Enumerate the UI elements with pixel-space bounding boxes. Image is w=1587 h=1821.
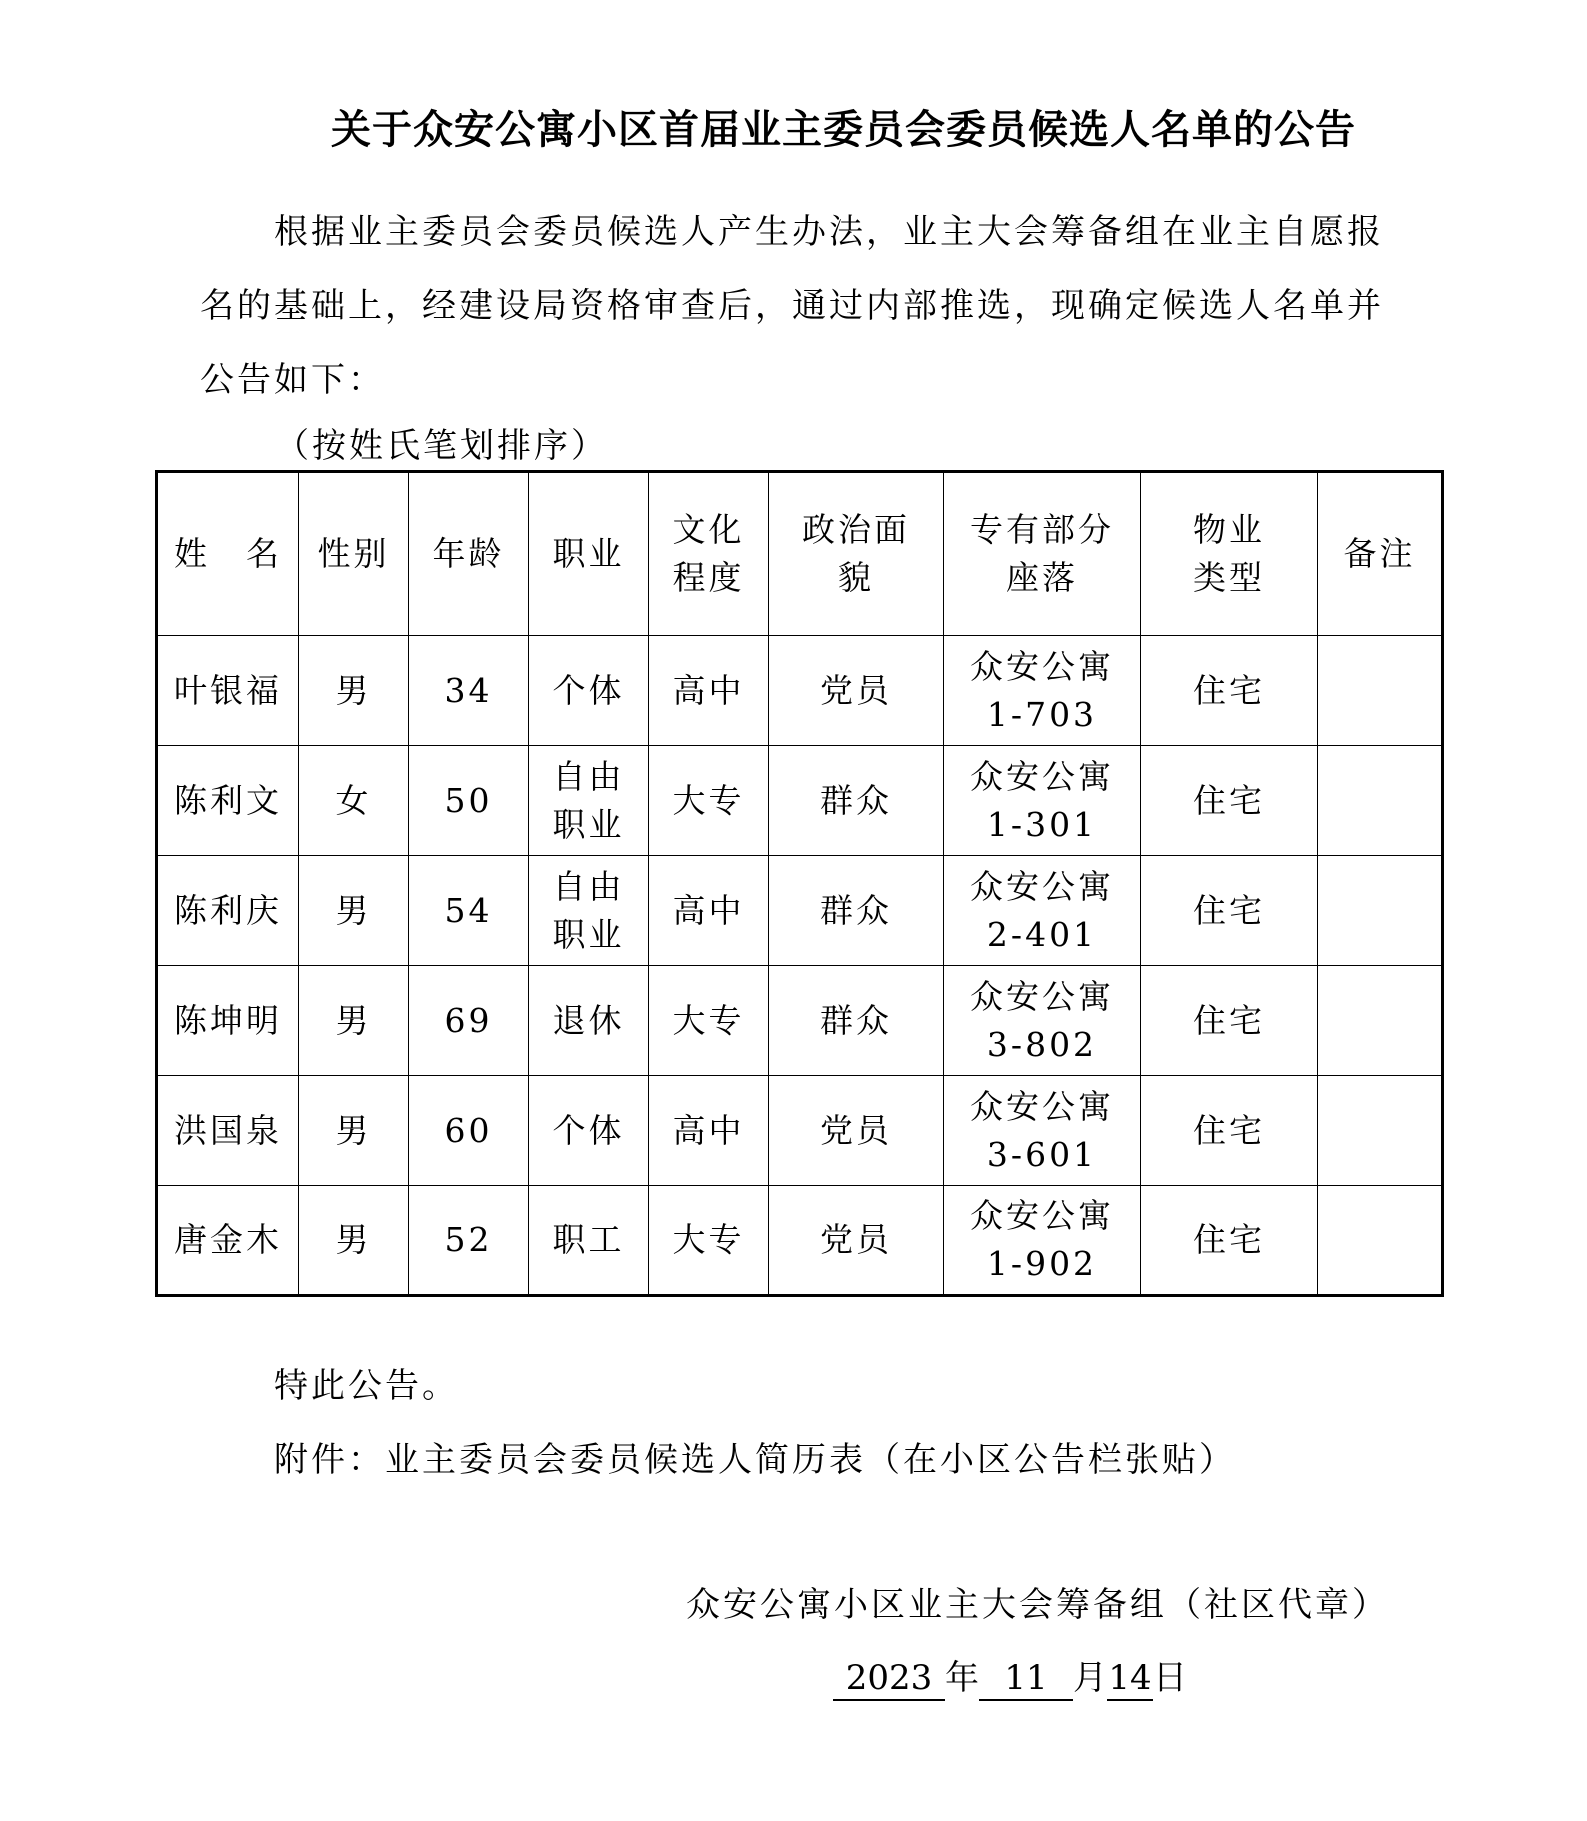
cell-name: 陈坤明 [157,966,299,1076]
cell-age: 54 [409,856,529,966]
column-header: 年龄 [409,472,529,636]
cell-name: 叶银福 [157,636,299,746]
cell-name: 唐金木 [157,1186,299,1296]
cell-occupation: 退休 [529,966,649,1076]
table-row [157,636,1443,746]
table-header-row [157,472,1443,636]
cell-property-type: 住宅 [1141,856,1318,966]
cell-age: 69 [409,966,529,1076]
cell-property-type: 住宅 [1141,1186,1318,1296]
date-day: 14 [1107,1657,1153,1701]
cell-remark [1318,746,1443,856]
table-row [157,1076,1443,1186]
cell-unit-location: 众安公寓 2-401 [944,856,1141,966]
cell-gender: 女 [299,746,409,856]
cell-unit-location: 众安公寓 1-902 [944,1186,1141,1296]
cell-name: 洪国泉 [157,1076,299,1186]
cell-unit-location: 众安公寓 1-301 [944,746,1141,856]
cell-political-status: 群众 [769,746,944,856]
cell-unit-location: 众安公寓 3-802 [944,966,1141,1076]
sort-note: （按姓氏笔划排序） [275,426,608,466]
signature-date [833,1650,1187,1701]
date-day-unit: 日 [1153,1658,1187,1698]
column-header: 文化 程度 [649,472,769,636]
column-header: 专有部分 座落 [944,472,1141,636]
cell-property-type: 住宅 [1141,1076,1318,1186]
date-month-unit: 月 [1073,1658,1107,1698]
cell-occupation: 自由 职业 [529,856,649,966]
cell-gender: 男 [299,1076,409,1186]
column-header: 性别 [299,472,409,636]
date-year-unit: 年 [945,1658,979,1698]
column-header: 备注 [1318,472,1443,636]
cell-age: 50 [409,746,529,856]
cell-political-status: 党员 [769,636,944,746]
cell-unit-location: 众安公寓 3-601 [944,1076,1141,1186]
cell-remark [1318,1186,1443,1296]
cell-political-status: 群众 [769,856,944,966]
cell-gender: 男 [299,636,409,746]
cell-property-type: 住宅 [1141,966,1318,1076]
cell-gender: 男 [299,966,409,1076]
cell-education: 大专 [649,966,769,1076]
table-body [157,636,1443,1296]
cell-education: 高中 [649,1076,769,1186]
intro-paragraph: 根据业主委员会委员候选人产生办法，业主大会筹备组在业主自愿报名的基础上，经建设局资格审查后，通过内部推选，现确定候选人名单并公告如下： [200,212,1384,400]
cell-education: 高中 [649,856,769,966]
candidate-table [155,470,1444,1297]
cell-political-status: 群众 [769,966,944,1076]
table-row [157,1186,1443,1296]
cell-gender: 男 [299,1186,409,1296]
cell-education: 高中 [649,636,769,746]
cell-gender: 男 [299,856,409,966]
table-row [157,746,1443,856]
cell-occupation: 个体 [529,636,649,746]
attachment-line: 附件：业主委员会委员候选人简历表（在小区公告栏张贴） [274,1440,1236,1480]
page-title: 关于众安公寓小区首届业主委员会委员候选人名单的公告 [331,107,1356,153]
cell-occupation: 职工 [529,1186,649,1296]
cell-education: 大专 [649,746,769,856]
column-header: 职业 [529,472,649,636]
date-month: 11 [979,1657,1073,1701]
signature-org: 众安公寓小区业主大会筹备组（社区代章） [686,1585,1389,1625]
column-header: 政治面 貌 [769,472,944,636]
table-row [157,966,1443,1076]
cell-name: 陈利文 [157,746,299,856]
cell-property-type: 住宅 [1141,636,1318,746]
cell-remark [1318,1076,1443,1186]
cell-occupation: 个体 [529,1076,649,1186]
cell-remark [1318,966,1443,1076]
cell-unit-location: 众安公寓 1-703 [944,636,1141,746]
table-row [157,856,1443,966]
column-header: 姓 名 [157,472,299,636]
cell-name: 陈利庆 [157,856,299,966]
cell-occupation: 自由 职业 [529,746,649,856]
cell-political-status: 党员 [769,1186,944,1296]
cell-property-type: 住宅 [1141,746,1318,856]
column-header: 物业 类型 [1141,472,1318,636]
cell-remark [1318,636,1443,746]
closing-line: 特此公告。 [274,1366,459,1406]
cell-age: 34 [409,636,529,746]
cell-age: 52 [409,1186,529,1296]
cell-age: 60 [409,1076,529,1186]
date-year: 2023 [833,1657,945,1701]
cell-education: 大专 [649,1186,769,1296]
cell-political-status: 党员 [769,1076,944,1186]
cell-remark [1318,856,1443,966]
